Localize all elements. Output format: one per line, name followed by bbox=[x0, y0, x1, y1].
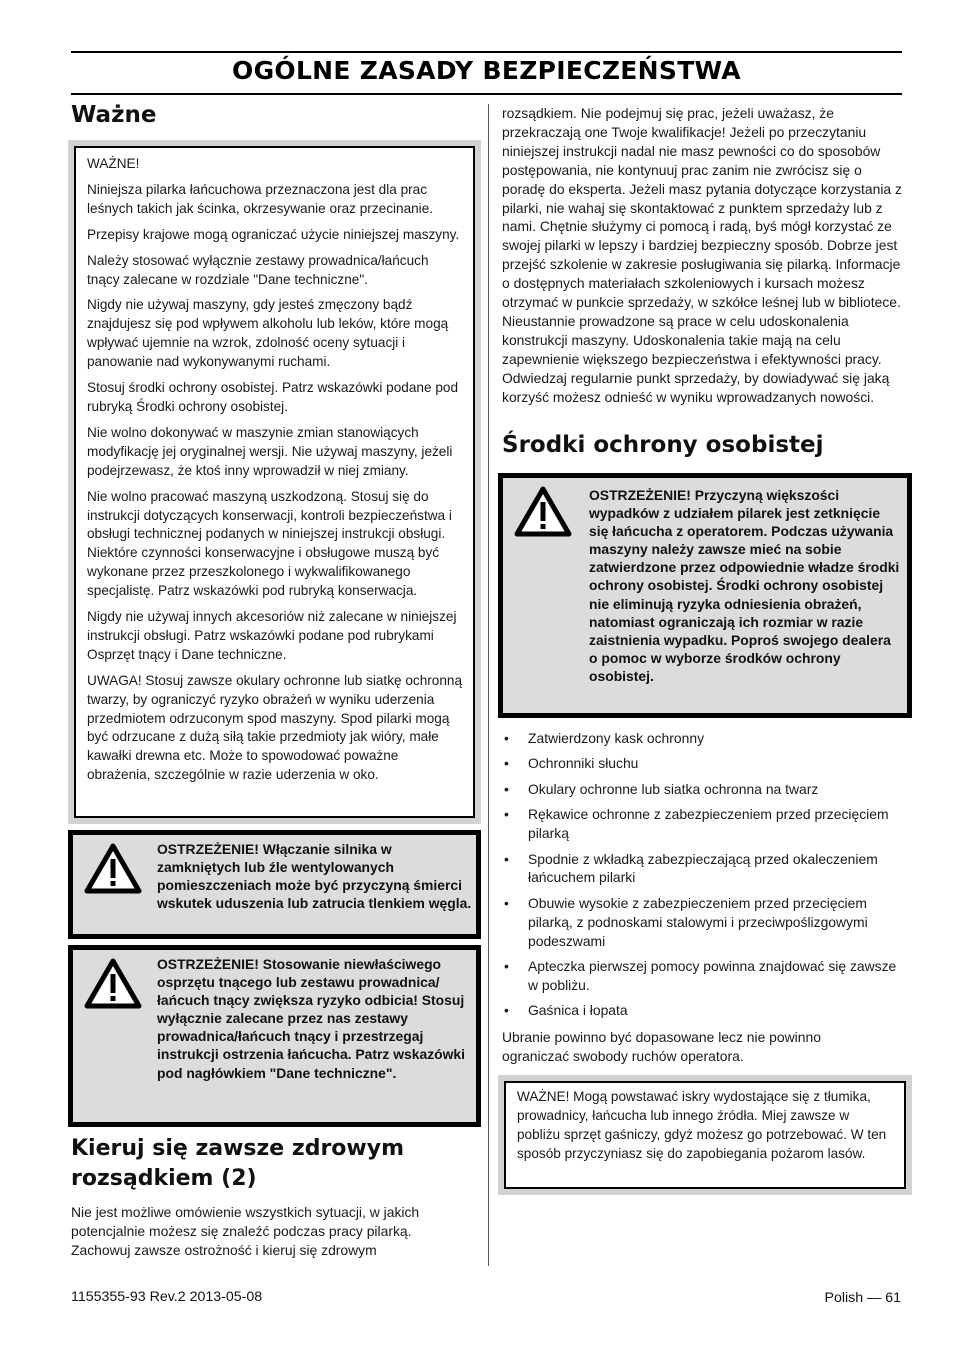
warning-triangle-icon bbox=[84, 842, 142, 894]
notice-paragraph: UWAGA! Stosuj zawsze okulary ochronne lub siatkę ochronną twarzy, by ograniczyć ryzyko obrażeń w wyniku uderzenia przedmiotem odrzuconym spod maszyny. Spod pilarki mogą być odrzucane z dużą siłą takie przedmioty jak wióry, małe kawałki drewna etc. Może to spowodować poważne obrażenia, szczególnie w razie uderzenia w oko. bbox=[87, 672, 463, 783]
fire-notice-text: WAŻNE! Mogą powstawać iskry wydostające się z tłumika, prowadnicy, łańcucha lub innego źródła. Miej zawsze w pobliżu sprzęt gaśniczy, gdyż możesz go potrzebować. W ten sposób przyczyniasz się do zapobiegania pożarom lasów. bbox=[517, 1089, 887, 1161]
header-bottom-rule bbox=[71, 93, 902, 95]
ppe-list-item: • Apteczka pierwszej pomocy powinna znajdować się zawsze w pobliżu. bbox=[502, 957, 902, 995]
ppe-list-item: • Spodnie z wkładką zabezpieczającą przed okaleczeniem łańcuchem pilarki bbox=[502, 850, 902, 888]
notice-paragraph: Przepisy krajowe mogą ograniczać użycie niniejszej maszyny. bbox=[87, 226, 460, 242]
notice-paragraph: Niniejsza pilarka łańcuchowa przeznaczona jest dla prac leśnych takich jak ścinka, okrzesywanie oraz przecinanie. bbox=[87, 181, 434, 216]
warning-triangle-icon bbox=[84, 957, 142, 1009]
important-notice-box bbox=[68, 140, 481, 824]
ppe-list-item: • Zatwierdzony kask ochronny bbox=[502, 729, 902, 748]
fire-notice-box bbox=[498, 1075, 912, 1195]
warning-box-cutting-equipment bbox=[68, 945, 481, 1127]
clothing-text: Ubranie powinno być dopasowane lecz nie powinno ograniczać swobody ruchów operatora. bbox=[502, 1029, 821, 1064]
ppe-list bbox=[502, 729, 902, 1027]
notice-paragraph: Nigdy nie używaj maszyny, gdy jesteś zmęczony bądź znajdujesz się pod wpływem alkoholu lub leków, które mogą wpływać ujemnie na wzrok, zdolność oceny sytuacji i panowanie nad wykonywanymi ruchami. bbox=[87, 297, 449, 370]
common-sense-text: Nie jest możliwe omówienie wszystkich sytuacji, w jakich potencjalnie możesz się znaleźć podczas pracy pilarką. Zachowuj zawsze ostrożność i kieruj się zdrowym bbox=[71, 1204, 420, 1258]
notice-paragraph: Stosuj środki ochrony osobistej. Patrz wskazówki podane pod rubryką Środki ochrony osobistej. bbox=[87, 380, 459, 414]
ppe-list-item: • Gaśnica i łopata bbox=[502, 1001, 902, 1020]
notice-paragraph: Nie wolno dokonywać w maszynie zmian stanowiących modyfikację jej oryginalnej wersji. Nie używaj maszyny, jeżeli podejrzewasz, że ktoś inny wprowadził w niej zmiany. bbox=[87, 424, 453, 478]
common-sense-continued-text: rozsądkiem. Nie podejmuj się prac, jeżeli uważasz, że przekraczają one Twoje kwalifikacje! Jeżeli po przeczytaniu niniejszej instrukcji nadal nie masz pewności co do sposobów postępowania, nie kontynuuj prac zanim nie zwrócisz się o poradę do eksperta. Jeżeli masz pytania dotyczące korzystania z pilarki, nie wahaj się skontaktować z punktem sprzedaży lub z nami. Chętnie służymy ci pomocą i radą, byś mógł korzystać ze swojej pilarki w lepszy i bardziej bezpieczny sposób. Dobrze jest przejść szkolenie w zakresie posługiwania się pilarką. Informacje o dostępnych materiałach szkoleniowych i kursach możesz otrzymać w punkcie sprzedaży, w szkółce leśnej lub w bibliotece. Nieustannie prowadzone są prace w celu udoskonalenia konstrukcji maszyny. Udoskonalenia takie mają na celu zapewnienie większego bezpieczeństwa i efektywności pracy. Odwiedzaj regularnie punkt sprzedaży, by dowiadywać się jaką korzyść możesz odnieść w wyniku wprowadzanych nowości. bbox=[502, 105, 902, 405]
notice-paragraph: Nigdy nie używaj innych akcesoriów niż zalecane w niniejszej instrukcji obsługi. Patrz wskazówki podane pod rubrykami Osprzęt tnący i Dane techniczne. bbox=[87, 609, 457, 662]
column-divider bbox=[488, 104, 489, 1266]
warning-box-ppe bbox=[498, 473, 912, 718]
notice-paragraph: Należy stosować wyłącznie zestawy prowadnica/łańcuch tnący zalecane w rozdziale "Dane techniczne". bbox=[87, 252, 429, 287]
notice-paragraph: WAŻNE! bbox=[87, 156, 140, 171]
warning-text-cutting-equipment: OSTRZEŻENIE! Stosowanie niewłaściwego osprzętu tnącego lub zestawu prowadnica/łańcuch tnący zwiększa ryzyko odbicia! Stosuj wyłącznie zalecane przez nas zestawy prowadnica/łańcuch tnący i przestrzegaj instrukcji ostrzenia łańcucha. Patrz wskazówki pod nagłówkiem "Dane techniczne". bbox=[157, 956, 466, 1081]
section-heading-ppe: Środki ochrony osobistej bbox=[502, 432, 824, 458]
warning-triangle-icon bbox=[514, 485, 572, 537]
footer-page-label: Polish — 61 bbox=[824, 1290, 901, 1306]
header-top-rule bbox=[71, 51, 902, 53]
page-title: OGÓLNE ZASADY BEZPIECZEŃSTWA bbox=[232, 56, 741, 85]
ppe-list-item: • Ochronniki słuchu bbox=[502, 754, 902, 773]
section-heading-common-sense: Kieruj się zawsze zdrowym rozsądkiem (2) bbox=[71, 1136, 404, 1191]
warning-box-ventilation bbox=[68, 830, 481, 939]
section-heading-important: Ważne bbox=[71, 102, 157, 128]
footer-doc-id: 1155355-93 Rev.2 2013-05-08 bbox=[71, 1289, 263, 1305]
ppe-list-item: • Okulary ochronne lub siatka ochronna na twarz bbox=[502, 780, 902, 799]
ppe-list-item: • Rękawice ochronne z zabezpieczeniem przed przecięciem pilarką bbox=[502, 805, 902, 843]
ppe-list-item: • Obuwie wysokie z zabezpieczeniem przed przecięciem pilarką, z podnoskami stalowymi i przeciwpoślizgowymi podeszwami bbox=[502, 894, 902, 951]
warning-text-ppe: OSTRZEŻENIE! Przyczyną większości wypadków z udziałem pilarek jest zetknięcie się łańcucha z operatorem. Podczas używania maszyny należy zawsze mieć na sobie zatwierdzone przez odpowiednie władze środki ochrony osobistej. Środki ochrony osobistej nie eliminują ryzyka odniesienia obrażeń, natomiast ograniczają ich rozmiar w razie zaistnienia wypadku. Poproś swojego dealera o pomoc w wyborze środków ochrony osobistej. bbox=[589, 487, 900, 684]
important-notice-text bbox=[76, 148, 473, 785]
warning-text-ventilation: OSTRZEŻENIE! Włączanie silnika w zamkniętych lub źle wentylowanych pomieszczeniach może być przyczyną śmierci wskutek uduszenia lub zatrucia tlenkiem węgla. bbox=[157, 841, 472, 912]
notice-paragraph: Nie wolno pracować maszyną uszkodzoną. Stosuj się do instrukcji dotyczących konserwacji, kontroli bezpieczeństwa i obsługi technicznej podanych w niniejszej instrukcji obsługi. Niektóre czynności konserwacyjne i obsługowe muszą być wykonane przez przeszkolonego i wykwalifikowanego specjalistę. Patrz wskazówki pod rubryką konserwacja. bbox=[87, 488, 452, 599]
